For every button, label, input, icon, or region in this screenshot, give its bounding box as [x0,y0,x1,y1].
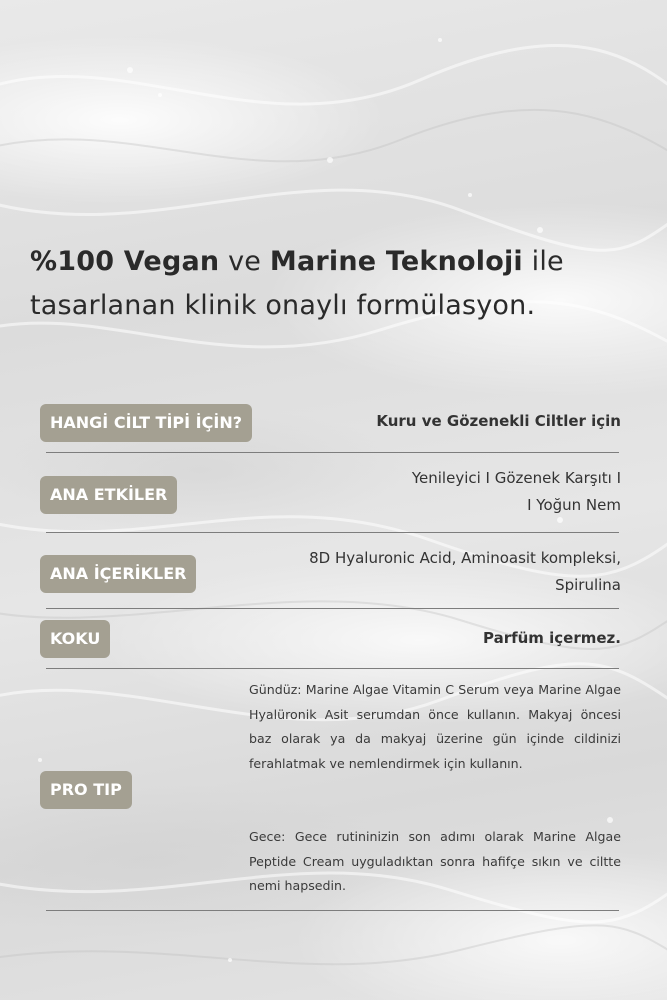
headline-connector-1: ve [219,246,270,277]
headline-connector-2: ile [522,246,564,277]
main-effects-label: ANA ETKİLER [40,476,177,514]
skin-type-label: HANGİ CİLT TİPİ İÇİN? [40,404,252,442]
headline-line-1 [30,240,640,284]
headline-vegan: %100 Vegan [30,246,220,277]
main-ingredients-value-line-1: 8D Hyaluronic Acid, Aminoasit kompleksi, [309,549,621,567]
headline-marine-technology: Marine Teknoloji [269,246,523,277]
pro-tip-day-paragraph: Gündüz: Marine Algae Vitamin C Serum veya Marine Algae Hyalüronik Asit serumdan önce kullanın. Makyaj öncesi baz olarak ya da makyaj üzerine gün içinde cildinizi ferahlatmak ve nemlendirmek için kullanın. [249,682,621,771]
skin-type-value: Kuru ve Gözenekli Ciltler için [376,412,621,430]
divider [46,608,619,609]
scent-value: Parfüm içermez. [482,629,621,647]
main-ingredients-value-line-2: Spirulina [555,576,621,594]
main-effects-value-line-2: I Yoğun Nem [527,496,621,514]
pro-tip-label: PRO TIP [40,771,132,809]
divider [46,910,619,911]
headline-line-2: tasarlanan klinik onaylı formülasyon. [30,290,536,321]
main-effects-value-line-1: Yenileyici I Gözenek Karşıtı I [411,469,621,487]
scent-label: KOKU [40,620,110,658]
headline [30,240,640,328]
pro-tip-night-paragraph: Gece: Gece rutininizin son adımı olarak Marine Algae Peptide Cream uyguladıktan sonra hafifçe sıkın ve ciltte nemi hapsedin. [249,829,621,894]
main-ingredients-label: ANA İÇERİKLER [40,555,196,593]
divider [46,452,619,453]
divider [46,668,619,669]
divider [46,532,619,533]
